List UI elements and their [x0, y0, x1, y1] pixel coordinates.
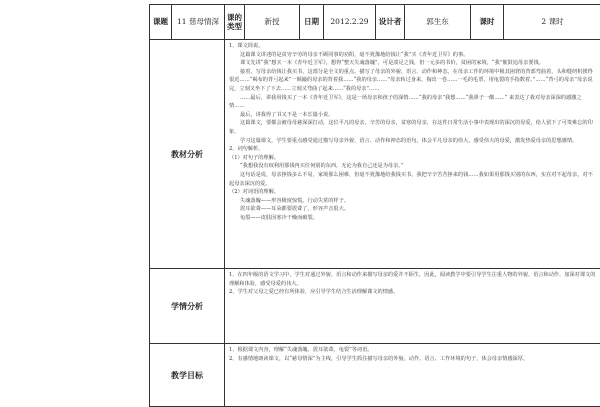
analysis-para: ……最后，讲我用钱买了一本《青年近卫军》，这是一场母亲和孩子的深情……“我的母亲”我想……“我鼻子一酸……” 来表达了我对母亲深深的感激之情…… — [229, 94, 597, 111]
analysis-para: 失魂落魄——形容极度惊慌，行动失常的样子。 — [229, 197, 597, 206]
lesson-plan-table — [149, 4, 600, 407]
analysis-para: 震耳欲聋——耳朵都要震聋了，形容声音很大。 — [229, 205, 597, 214]
situation-para: 1、在四年级的语文学习中，学生对通过外貌、语言和动作来描写母亲的爱并不陌生，因此，阅读教学中要引导学生注重人物的外貌、语言和动作，加深对课文的理解和体验，感受母爱的伟大。 — [229, 271, 597, 288]
analysis-para: 最后，讲我得了书又不是一本长篇小说。 — [229, 111, 597, 120]
analysis-para: 2、词句解析。 — [229, 145, 597, 154]
date-label: 日期 — [300, 5, 324, 40]
analysis-label: 教材分析 — [150, 40, 225, 269]
designer-value: 郭生东 — [405, 5, 471, 40]
header-row — [150, 5, 600, 40]
analysis-para: 这篇课文，要都会被母母慈深深打动，这位平凡的母亲，辛苦的母亲，贫寒的母亲，在这件日常生活小事中表现出的深沉的母爱，给人留下了可贵难忘的印象。 — [229, 119, 597, 136]
situation-para: 2、学生对父母之爱已经有所体验，应引导学生结合生活理解课文的情感。 — [229, 288, 597, 297]
date-value: 2012.2.29 — [324, 5, 376, 40]
situation-row — [150, 269, 600, 344]
goals-para: 1、根据课文内容，理解“失魂落魄、震耳欲聋、龟裂”等词语。 — [229, 346, 597, 355]
goals-label: 教学目标 — [150, 344, 225, 407]
situation-content — [225, 269, 600, 344]
analysis-para: 接着，写母亲给钱让我买书，这部分是全文的重点。描写了母亲的外貌、语言、动作和神态，在母亲工作的环境中极其困窘的背部弯曲着，头和缝纫机挨得很近……“褐布的背弓起来”一颠簸的母亲的背着我……“我的母亲……”母亲转过身来，掏出一卷……一毛的毛票，用龟裂的手指数着。”……“背弓的母亲”母亲说完，立刻又坐下了下去……立刻又弯曲了起来……“我的母亲”…… — [229, 68, 597, 94]
situation-label: 学情分析 — [150, 269, 225, 344]
type-label: 课的类型 — [225, 5, 245, 40]
analysis-para: 课文先讲“我”想买一本《青年近卫军》，想得“整天失魂落魄”，可是凑足之钱，但一元多的书价，贫困的家境，“我”催鼓追母亲要钱。 — [229, 59, 597, 68]
hours-value: 2 课时 — [504, 5, 600, 40]
analysis-para: 龟裂——皮肤因寒冷干燥而破裂。 — [229, 214, 597, 223]
goals-content — [225, 344, 600, 407]
analysis-para: 这句话是说，母亲挣钱多么不易，家境那么困难，但毫不犹豫地给我钱买书。我把辛辛苦苦挣来的钱……我如果用那钱买别的东西，实在对不起母亲，对不起母亲深沉的爱。 — [229, 171, 597, 188]
hours-label: 课时 — [471, 5, 504, 40]
analysis-para: （1）对句子的理解。 — [229, 154, 597, 163]
designer-label: 设计者 — [376, 5, 405, 40]
type-value: 新授 — [245, 5, 300, 40]
topic-value: 11 慈母情深 — [172, 5, 225, 40]
analysis-row — [150, 40, 600, 269]
topic-label: 课题 — [150, 5, 172, 40]
analysis-para: 这篇课文讲述的是贫穷辛劳的母亲不顾同事的劝阻，毫不犹豫地给钱让“我”买《青年近卫军》的事。 — [229, 51, 597, 60]
analysis-para: 1、课文简说。 — [229, 42, 597, 51]
analysis-content — [225, 40, 600, 269]
analysis-para: “我想我没有权利用那钱再买任何别的东西，无论为我自己还是为母亲。” — [229, 162, 597, 171]
analysis-para: 学习这篇课文，学生要重点感受通过描写母亲外貌、语言、动作和神态的语句，体会平凡母亲的伟大，感受伟大的母爱，激发热爱母亲的思想感情。 — [229, 137, 597, 146]
analysis-para: （2）对词语的理解。 — [229, 188, 597, 197]
goals-para: 2、有感情地朗读课文，以“慈母情深”为主线，引导学生抓住描写母亲的外貌、动作、语言、工作环境的句子，体会母亲情感深厚。 — [229, 355, 597, 364]
goals-row — [150, 344, 600, 407]
